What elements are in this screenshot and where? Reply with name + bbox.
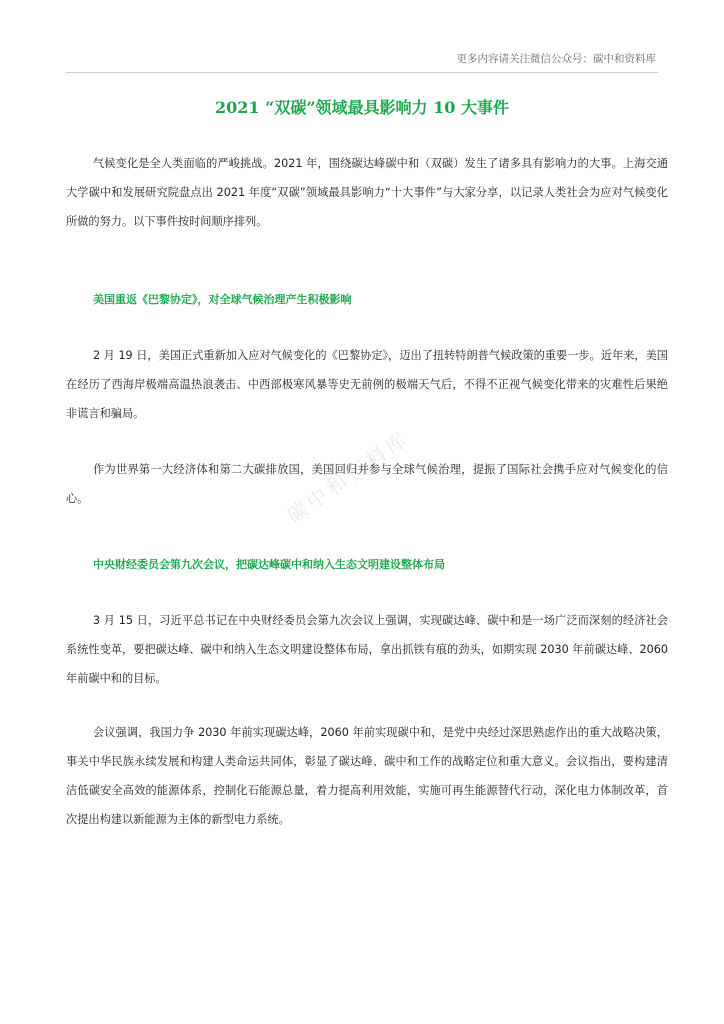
section-1-paragraph-2: 作为世界第一大经济体和第二大碳排放国，美国回归并参与全球气候治理，提振了国际社会携手应对气候变化的信心。 — [66, 463, 668, 505]
section-heading-2: 中央财经委员会第九次会议，把碳达峰碳中和纳入生态文明建设整体布局 — [93, 558, 445, 571]
section-2-paragraph-1: 3 月 15 日，习近平总书记在中央财经委员会第九次会议上强调，实现碳达峰、碳中和是一场广泛而深刻的经济社会系统性变革，要把碳达峰、碳中和纳入生态文明建设整体布局，拿出抓铁有痕的劲头，如期实现 2030 年前碳达峰、2060 年前碳中和的目标。 — [66, 614, 668, 685]
header-note: 更多内容请关注微信公众号：碳中和资料库 — [456, 53, 656, 65]
document-title: 2021 “双碳”领域最具影响力 10 大事件 — [215, 98, 509, 117]
watermark: 碳中和资料库 — [282, 425, 415, 528]
intro-paragraph: 气候变化是全人类面临的严峻挑战。2021 年，围绕碳达峰碳中和（双碳）发生了诸多具有影响力的大事。上海交通大学碳中和发展研究院盘点出 2021 年度“双碳”领域最具影响力“十大事件”与大家分享，以记录人类社会为应对气候变化所做的努力。以下事件按时间顺序排列。 — [66, 157, 668, 228]
section-heading-1: 美国重返《巴黎协定》，对全球气候治理产生积极影响 — [93, 293, 352, 306]
section-2-paragraph-2: 会议强调，我国力争 2030 年前实现碳达峰，2060 年前实现碳中和，是党中央经过深思熟虑作出的重大战略决策，事关中华民族永续发展和构建人类命运共同体，彰显了碳达峰、碳中和工作的战略定位和重大意义。会议指出，要构建清洁低碳安全高效的能源体系，控制化石能源总量，着力提高利用效能，实施可再生能源替代行动，深化电力体制改革，首次提出构建以新能源为主体的新型电力系统。 — [66, 726, 668, 826]
header-divider — [66, 72, 658, 73]
section-1-paragraph-1: 2 月 19 日，美国正式重新加入应对气候变化的《巴黎协定》，迈出了扭转特朗普气候政策的重要一步。近年来，美国在经历了西海岸极端高温热浪袭击、中西部极寒风暴等史无前例的极端天气后，不得不正视气候变化带来的灾难性后果绝非谎言和骗局。 — [66, 349, 668, 420]
